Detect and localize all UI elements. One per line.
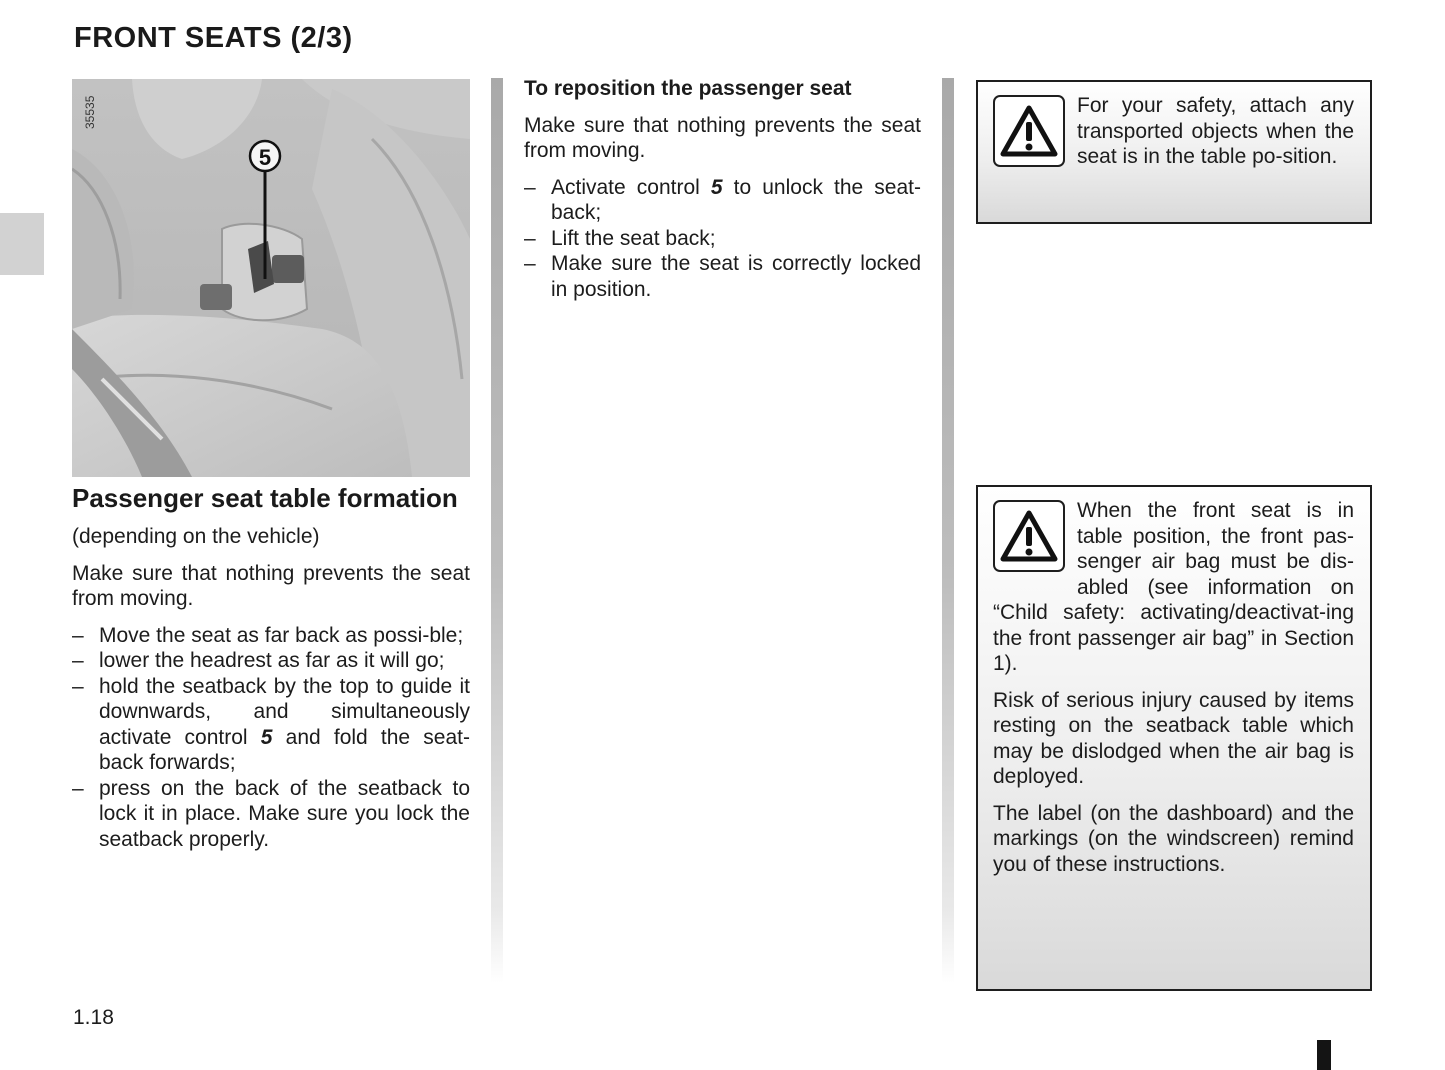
step-text: to unlock the seat-back; <box>551 175 921 224</box>
warning-triangle-icon <box>993 95 1065 167</box>
page-number: 1.18 <box>73 1006 114 1029</box>
list-item: – lower the headrest as far as it will go; <box>72 648 470 674</box>
warning-text: For your safety, attach any transported objects when the seat is in the table po-sition. <box>1077 94 1354 168</box>
step-text: Activate control <box>551 175 711 199</box>
step-text: hold the seatback by the top to guide it downwards, and simultaneously activate control <box>99 674 470 749</box>
page-title: FRONT SEATS (2/3) <box>74 22 353 54</box>
list-item: – Make sure the seat is correctly locked in position. <box>524 251 921 302</box>
figure-callout-number: 5 <box>258 145 272 170</box>
list-item <box>524 175 921 226</box>
column-divider-right <box>942 78 954 983</box>
warning-text: Risk of serious injury caused by items resting on the seatback table which may be dislodged when the air bag is deployed. <box>993 688 1354 788</box>
section-end-mark <box>1317 1040 1331 1070</box>
reposition-section <box>524 76 921 302</box>
step-text: and fold the seat-back forwards; <box>99 725 470 774</box>
steps-list <box>524 175 921 303</box>
column-divider-left <box>491 78 503 983</box>
seat-illustration <box>72 79 470 477</box>
warning-text: The label (on the dashboard) and the markings (on the windscreen) remind you of these instructions. <box>993 801 1354 876</box>
control-number: 5 <box>260 725 273 749</box>
warning-text: When the front seat is in table position, the front pas-senger air bag must be dis-abled (see information on “Child safety: activating/deactivat-ing the front passenger air bag” in Section 1). <box>993 499 1354 675</box>
steps-list <box>72 623 470 853</box>
figure-reference-number: 35535 <box>83 95 97 129</box>
vehicle-note: (depending on the vehicle) <box>72 525 320 548</box>
control-number: 5 <box>710 175 723 199</box>
list-item <box>72 674 470 776</box>
section-tab-marker <box>0 213 44 275</box>
intro-paragraph: Make sure that nothing prevents the seat from moving. <box>524 113 921 162</box>
warning-triangle-icon <box>993 500 1065 572</box>
list-item: – Lift the seat back; <box>524 226 921 252</box>
intro-paragraph: Make sure that nothing prevents the seat from moving. <box>72 561 470 610</box>
table-formation-section <box>72 483 470 852</box>
warning-box <box>976 80 1372 224</box>
section-heading: Passenger seat table formation <box>72 483 458 513</box>
warning-box <box>976 485 1372 991</box>
subheading: To reposition the passenger seat <box>524 77 852 100</box>
list-item: – press on the back of the seatback to lock it in place. Make sure you lock the seatback properly. <box>72 776 470 853</box>
list-item: – Move the seat as far back as possi-ble; <box>72 623 470 649</box>
